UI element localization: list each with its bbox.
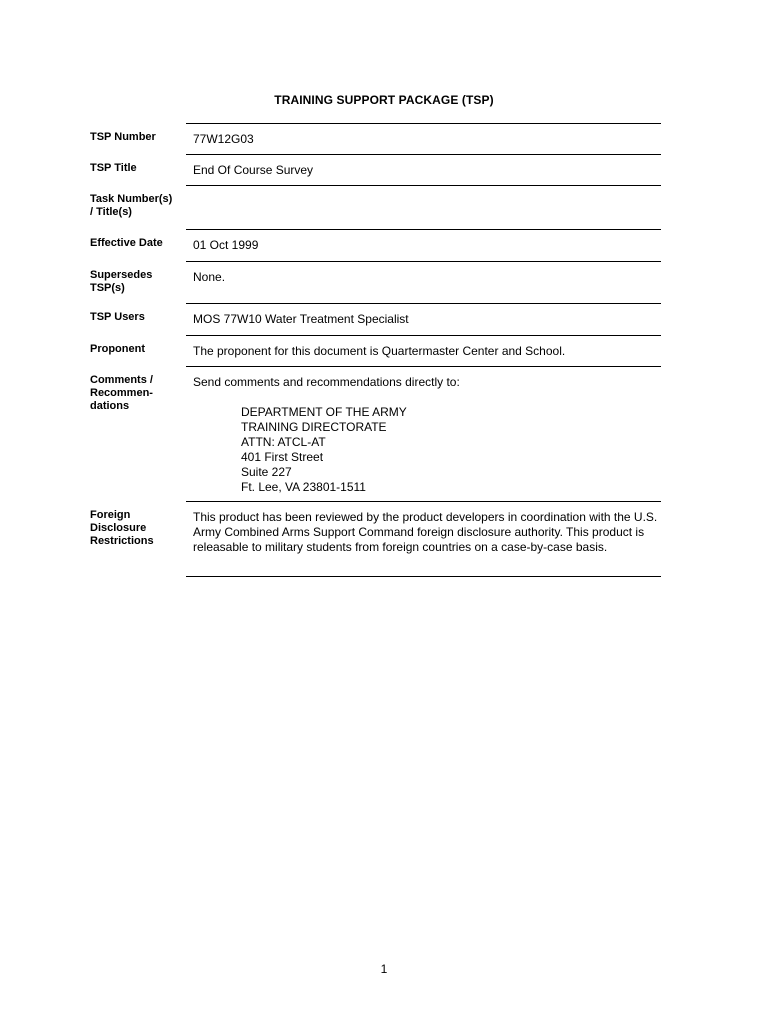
- row-label: TSP Number: [90, 131, 156, 143]
- row-label: TSP Users: [90, 311, 145, 323]
- row-effective-date: [90, 229, 661, 261]
- row-tsp-number: [90, 123, 661, 154]
- row-label: Proponent: [90, 343, 145, 355]
- row-proponent: [90, 335, 661, 366]
- row-value: 01 Oct 1999: [186, 229, 661, 261]
- tsp-info-table: [90, 123, 661, 577]
- row-supersedes: [90, 261, 661, 303]
- row-value: None.: [186, 261, 661, 303]
- row-value: MOS 77W10 Water Treatment Specialist: [186, 303, 661, 335]
- row-label: Supersedes TSP(s): [90, 269, 153, 294]
- row-label: Effective Date: [90, 237, 163, 249]
- row-value: End Of Course Survey: [186, 154, 661, 185]
- row-label: Comments / Recommen- dations: [90, 374, 153, 412]
- row-value: [186, 366, 661, 501]
- row-comments: [90, 366, 661, 501]
- page-title: TRAINING SUPPORT PACKAGE (TSP): [274, 93, 494, 107]
- row-tsp-title: [90, 154, 661, 185]
- row-task-numbers: [90, 185, 661, 229]
- row-label: Foreign Disclosure Restrictions: [90, 509, 154, 547]
- row-value: This product has been reviewed by the product developers in coordination with the U.S. Army Combined Arms Support Command foreign disclosure authority. This product is releasable to military students from foreign countries on a case-by-case basis.: [186, 501, 661, 577]
- row-label: TSP Title: [90, 162, 137, 174]
- row-value: 77W12G03: [186, 123, 661, 154]
- row-value: The proponent for this document is Quartermaster Center and School.: [186, 335, 661, 366]
- page-number: 1: [380, 962, 388, 976]
- comments-instruction: Send comments and recommendations directly to:: [193, 375, 460, 389]
- mailing-address: DEPARTMENT OF THE ARMY TRAINING DIRECTORATE ATTN: ATCL-AT 401 First Street Suite 227 Ft. Lee, VA 23801-1511: [241, 405, 407, 494]
- row-label: Task Number(s) / Title(s): [90, 193, 173, 218]
- row-tsp-users: [90, 303, 661, 335]
- row-value: [186, 185, 661, 229]
- row-foreign-disclosure: [90, 501, 661, 577]
